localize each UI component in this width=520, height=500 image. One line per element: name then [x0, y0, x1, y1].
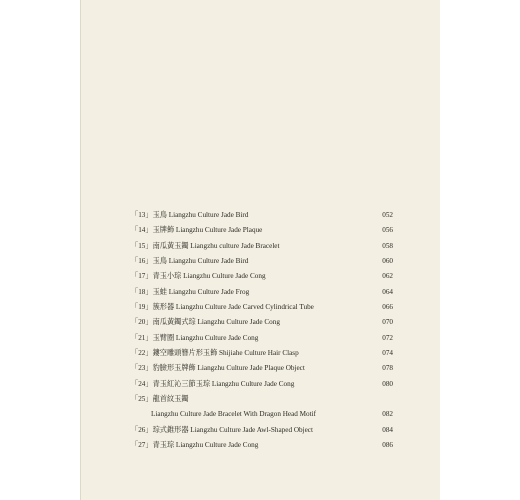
toc-entry — [131, 331, 393, 346]
toc-entry-title: 「25」龍首紋玉鐲 — [131, 394, 189, 403]
page-edge-divider — [80, 0, 81, 500]
toc-entry — [131, 346, 393, 361]
toc-entry-title: 「24」青玉紅沁三節玉琮 Liangzhu Culture Jade Cong — [131, 379, 295, 388]
toc-entry-title: 「20」南瓜黃鐲式琮 Liangzhu Culture Jade Cong — [131, 318, 280, 327]
toc-entry-page: 072 — [382, 333, 393, 342]
toc-entry — [131, 208, 393, 223]
toc-entry-page: 086 — [382, 440, 393, 449]
toc-entry-title: 「13」玉鳥 Liangzhu Culture Jade Bird — [131, 211, 249, 219]
toc-entry-page: 062 — [382, 272, 393, 281]
toc-entry-continuation — [131, 407, 393, 422]
toc-entry-title: 「21」玉臂圈 Liangzhu Culture Jade Cong — [131, 333, 259, 342]
toc-entry-title: 「26」琮式錐形器 Liangzhu Culture Jade Awl-Shaped Object — [131, 425, 313, 434]
toc-entry — [131, 239, 393, 254]
toc-entry-page: 052 — [382, 211, 393, 219]
toc-entry — [131, 269, 393, 284]
toc-entry-page: 058 — [382, 241, 393, 250]
toc-entry-title: 「22」鏤空雕頭簪片形玉飾 Shijiahe Culture Hair Clasp — [131, 348, 299, 357]
toc-entry — [131, 223, 393, 238]
toc-entry-title: 「27」青玉琮 Liangzhu Culture Jade Cong — [131, 440, 259, 449]
toc-entry-title: 「23」豹臉形玉牌飾 Liangzhu Culture Jade Plaque Object — [131, 364, 305, 373]
toc-entry-title: 「17」青玉小琮 Liangzhu Culture Jade Cong — [131, 272, 266, 281]
toc-entry — [131, 438, 393, 453]
toc-entry-page: 074 — [382, 348, 393, 357]
toc-entry — [131, 377, 393, 392]
toc-entry-title: 「15」南瓜黃玉鐲 Liangzhu culture Jade Bracelet — [131, 241, 280, 250]
toc-entry — [131, 285, 393, 300]
toc-entry — [131, 254, 393, 269]
table-of-contents — [131, 208, 393, 453]
toc-entry-page: 070 — [382, 318, 393, 327]
toc-entry-title: 「14」玉牌飾 Liangzhu Culture Jade Plaque — [131, 226, 263, 235]
toc-entry-page: 080 — [382, 379, 393, 388]
toc-entry-title: 「16」玉鳥 Liangzhu Culture Jade Bird — [131, 256, 249, 265]
toc-entry-page: 082 — [382, 410, 393, 419]
toc-entry-page: 060 — [382, 256, 393, 265]
book-page — [80, 0, 440, 500]
toc-entry-page: 056 — [382, 226, 393, 235]
toc-entry — [131, 392, 393, 407]
toc-entry-title: 「18」玉蛙 Liangzhu Culture Jade Frog — [131, 287, 250, 296]
toc-entry-page: 066 — [382, 302, 393, 311]
toc-entry-page: 084 — [382, 425, 393, 434]
toc-entry — [131, 423, 393, 438]
toc-entry-page: 064 — [382, 287, 393, 296]
toc-entry — [131, 361, 393, 376]
toc-entry-title: Liangzhu Culture Jade Bracelet With Dragon Head Motif — [151, 410, 317, 419]
toc-entry — [131, 300, 393, 315]
toc-entry-title: 「19」簇形器 Liangzhu Culture Jade Carved Cylindrical Tube — [131, 302, 314, 311]
toc-entry — [131, 315, 393, 330]
toc-entry-page: 078 — [382, 364, 393, 373]
